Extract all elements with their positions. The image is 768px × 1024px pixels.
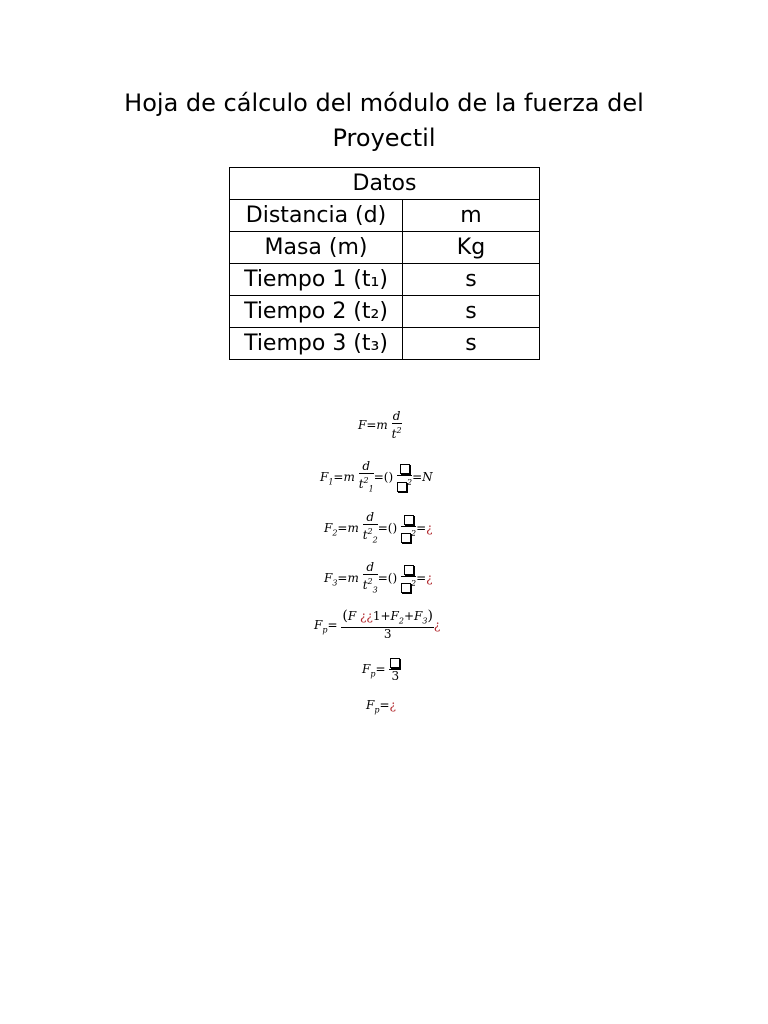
formula-force-3: $F_3=m$ $\frac{d}{t^2_3}$ =() $^2$ =¿ — [324, 560, 433, 595]
formula-force: F=m $\frac{d}{t^2}$ — [358, 409, 402, 441]
placeholder-box — [401, 583, 411, 593]
row-unit: s — [403, 264, 540, 296]
placeholder-box — [397, 482, 407, 492]
row-label: Tiempo 1 (t₁) — [230, 264, 403, 296]
row-label: Masa (m) — [230, 232, 403, 264]
row-label: Tiempo 2 (t₂) — [230, 296, 403, 328]
placeholder-box — [401, 533, 411, 543]
placeholder-box — [400, 464, 410, 474]
placeholder-box — [404, 515, 414, 525]
table-header: Datos — [230, 168, 540, 200]
row-unit: Kg — [403, 232, 540, 264]
title-line-2: Proyectil — [332, 124, 436, 152]
row-unit: m — [403, 200, 540, 232]
formula-force-average: $F_p=$ $\frac{(F ¿¿1+F_2+F_3)}{3}$ ¿ — [314, 608, 441, 642]
placeholder-box — [404, 565, 414, 575]
placeholder-box — [390, 658, 400, 668]
row-unit: s — [403, 328, 540, 360]
formula-force-average-2: $F_p=$ 3 — [362, 656, 401, 683]
row-label: Tiempo 3 (t₃) — [230, 328, 403, 360]
title-line-1: Hoja de cálculo del módulo de la fuerza del — [124, 89, 644, 117]
formula-force-1: $F_1=m$ $\frac{d}{t^2_1}$ =() $^2$ =N — [320, 459, 433, 494]
formula-force-average-result: $F_p=¿$ — [366, 698, 396, 715]
row-unit: s — [403, 296, 540, 328]
row-label: Distancia (d) — [230, 200, 403, 232]
formula-force-2: $F_2=m$ $\frac{d}{t^2_2}$ =() $^2$ =¿ — [324, 510, 433, 545]
